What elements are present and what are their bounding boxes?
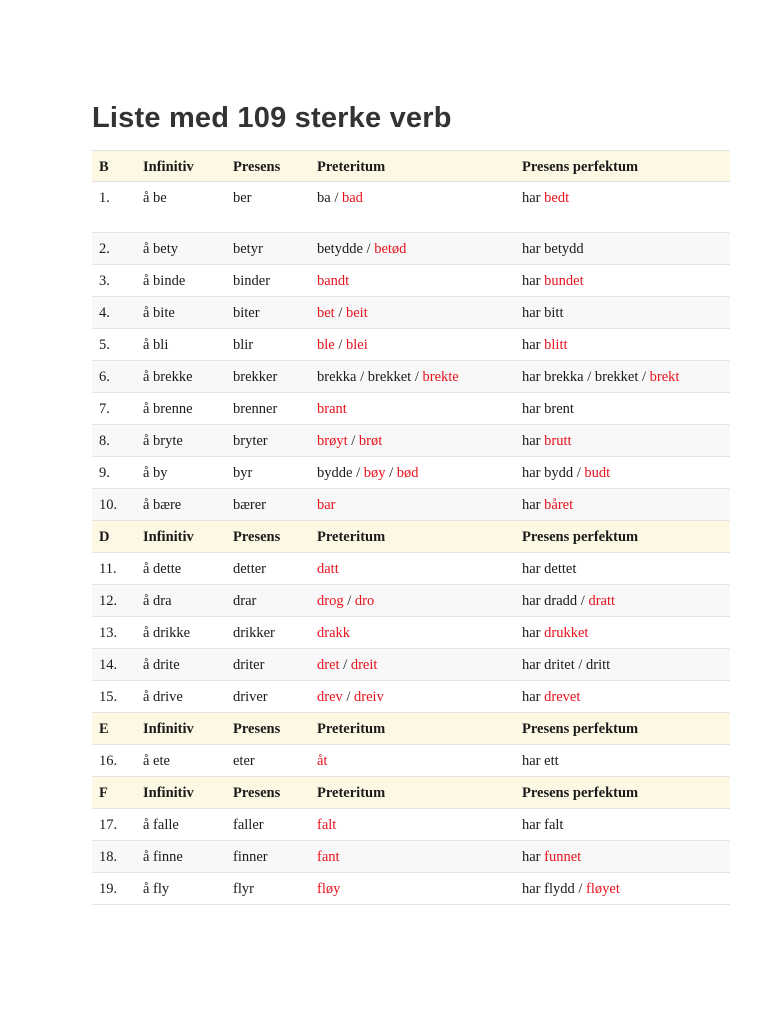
column-header-preteritum: Preteritum [317,785,386,801]
verb-present: bærer [233,497,267,513]
verb-infinitive: å bli [143,337,169,353]
separator: / [347,433,359,449]
verb-number: 13. [99,625,118,641]
separator: / [574,657,587,673]
verb-present: bryter [233,433,268,449]
verb-present-perfect [522,625,588,641]
verb-number: 15. [99,689,118,705]
verb-preterite [317,753,327,769]
irregular-form: fløy [317,881,341,897]
irregular-form: beit [346,305,368,321]
regular-form: dritt [586,657,611,673]
verb-infinitive: å by [143,465,168,481]
verb-number: 8. [99,433,110,449]
verb-present: drikker [233,625,275,641]
column-header-presens: Presens [233,529,281,545]
verb-present: byr [233,465,253,481]
column-header-presens-perfektum: Presens perfektum [522,785,639,801]
verb-present-perfect [522,337,568,353]
irregular-form: brant [317,401,347,417]
column-header-infinitiv: Infinitiv [143,721,194,737]
irregular-form: dret [317,657,340,673]
irregular-form: fant [317,849,340,865]
verb-number: 11. [99,561,117,577]
regular-form: har dritet [522,657,575,673]
verb-present: finner [233,849,268,865]
section-header-row [92,150,730,182]
separator: / [356,369,368,385]
regular-form: har betydd [522,241,584,257]
verb-preterite [317,881,340,897]
verb-infinitive: å bære [143,497,182,513]
verb-present: eter [233,753,255,769]
column-header-infinitiv: Infinitiv [143,529,194,545]
irregular-form: bundet [544,273,584,289]
verb-row [92,841,730,873]
column-header-infinitiv: Infinitiv [143,785,194,801]
verb-preterite [317,657,377,673]
verb-preterite [317,817,336,833]
verb-number: 7. [99,401,110,417]
page-title: Liste med 109 sterke verb [92,102,452,134]
separator: / [342,689,355,705]
verb-present: flyr [233,881,254,897]
verb-present: brenner [233,401,278,417]
verb-row [92,233,730,265]
regular-form: har bydd [522,465,574,481]
verb-present: ber [233,190,252,206]
verb-number: 3. [99,273,110,289]
verb-number: 18. [99,849,118,865]
regular-form: har flydd [522,881,575,897]
regular-form: brekket [367,369,412,385]
verb-row [92,649,730,681]
verb-preterite [317,689,384,705]
verb-present: biter [233,305,260,321]
separator: / [339,657,351,673]
irregular-form: bedt [544,190,570,206]
regular-form: betydde [317,241,363,257]
verb-present-perfect [522,401,574,417]
verb-present-perfect [522,497,573,513]
verb-preterite [317,433,382,449]
verb-infinitive: å finne [143,849,183,865]
verb-number: 17. [99,817,118,833]
regular-form: har [522,337,545,353]
column-header-presens: Presens [233,159,281,175]
verb-present: faller [233,817,264,833]
regular-form: har brekka [522,369,584,385]
verb-present-perfect [522,849,581,865]
regular-form: har bitt [522,305,564,321]
verb-infinitive: å bryte [143,433,183,449]
verb-number: 16. [99,753,118,769]
section-letter: B [99,159,109,175]
irregular-form: bøy [363,465,386,481]
verb-present: detter [233,561,267,577]
column-header-presens-perfektum: Presens perfektum [522,159,639,175]
verb-number: 5. [99,337,110,353]
regular-form: har [522,625,545,641]
verb-infinitive: å fly [143,881,170,897]
verb-row [92,297,730,329]
irregular-form: brekt [649,369,680,385]
verb-present: betyr [233,241,263,257]
verb-number: 1. [99,190,110,206]
regular-form: ba [317,190,331,206]
verb-row [92,873,730,905]
irregular-form: åt [317,753,328,769]
regular-form: har falt [522,817,564,833]
separator: / [583,369,595,385]
verb-infinitive: å drive [143,689,183,705]
verb-preterite [317,190,363,206]
irregular-form: dreit [350,657,378,673]
verb-number: 12. [99,593,118,609]
verb-infinitive: å dra [143,593,172,609]
verb-table [92,150,730,905]
column-header-preteritum: Preteritum [317,529,386,545]
verb-preterite [317,305,368,321]
irregular-form: ble [317,337,335,353]
verb-preterite [317,625,350,641]
irregular-form: betød [374,241,407,257]
verb-number: 4. [99,305,110,321]
irregular-form: bød [396,465,419,481]
section-letter: E [99,721,109,737]
regular-form: har ett [522,753,559,769]
irregular-form: brøt [358,433,383,449]
irregular-form: båret [544,497,574,513]
regular-form: har [522,433,545,449]
section-header-row [92,521,730,553]
verb-number: 6. [99,369,110,385]
verb-infinitive: å bety [143,241,179,257]
section-header-row [92,777,730,809]
verb-preterite [317,401,347,417]
verb-preterite [317,241,406,257]
verb-infinitive: å brenne [143,401,193,417]
irregular-form: bet [317,305,335,321]
separator: / [334,337,346,353]
separator: / [574,881,587,897]
verb-preterite [317,369,459,385]
verb-row [92,361,730,393]
verb-preterite [317,337,368,353]
verb-infinitive: å be [143,190,167,206]
regular-form: brekket [594,369,639,385]
verb-preterite [317,561,339,577]
irregular-form: falt [317,817,337,833]
regular-form: har brent [522,401,574,417]
verb-present: driver [233,689,268,705]
regular-form: brekka [317,369,357,385]
separator: / [411,369,423,385]
verb-present-perfect [522,689,580,705]
verb-number: 10. [99,497,118,513]
verb-infinitive: å ete [143,753,170,769]
irregular-form: dro [354,593,375,609]
verb-number: 19. [99,881,118,897]
verb-row [92,182,730,233]
verb-row [92,457,730,489]
verb-row [92,585,730,617]
regular-form: har [522,689,545,705]
column-header-preteritum: Preteritum [317,159,386,175]
regular-form: har [522,190,545,206]
verb-preterite [317,849,340,865]
irregular-form: bad [341,190,363,206]
verb-preterite [317,593,374,609]
irregular-form: drev [317,689,343,705]
verb-present-perfect [522,369,679,385]
verb-infinitive: å drite [143,657,180,673]
irregular-form: brekte [422,369,459,385]
verb-number: 9. [99,465,110,481]
verb-present: binder [233,273,271,289]
verb-row [92,809,730,841]
verb-present: driter [233,657,265,673]
verb-present-perfect [522,273,584,289]
irregular-form: blitt [544,337,568,353]
verb-number: 2. [99,241,110,257]
verb-preterite [317,465,419,481]
column-header-presens: Presens [233,721,281,737]
separator: / [638,369,650,385]
verb-preterite [317,497,336,513]
verb-present-perfect [522,305,563,321]
verb-present: blir [233,337,254,353]
verb-present-perfect [522,753,559,769]
irregular-form: funnet [544,849,582,865]
verb-present-perfect [522,657,610,673]
verb-infinitive: å drikke [143,625,191,641]
section-header-row [92,713,730,745]
irregular-form: brøyt [317,433,348,449]
irregular-form: dratt [588,593,616,609]
column-header-preteritum: Preteritum [317,721,386,737]
irregular-form: bar [317,497,336,513]
irregular-form: brutt [544,433,572,449]
verb-present-perfect [522,561,576,577]
separator: / [330,190,342,206]
verb-row [92,425,730,457]
irregular-form: dreiv [354,689,384,705]
verb-present-perfect [522,465,610,481]
column-header-presens: Presens [233,785,281,801]
verb-row [92,393,730,425]
verb-present-perfect [522,190,569,206]
regular-form: har dettet [522,561,577,577]
verb-present-perfect [522,817,563,833]
regular-form: har dradd [522,593,578,609]
column-header-presens-perfektum: Presens perfektum [522,529,639,545]
verb-present-perfect [522,881,620,897]
verb-row [92,553,730,585]
section-letter: F [99,785,108,801]
verb-row [92,681,730,713]
verb-infinitive: å falle [143,817,179,833]
irregular-form: drevet [544,689,581,705]
regular-form: har [522,273,545,289]
section-letter: D [99,529,110,545]
verb-row [92,617,730,649]
irregular-form: drakk [317,625,351,641]
irregular-form: drukket [544,625,589,641]
verb-present: brekker [233,369,278,385]
separator: / [352,465,364,481]
verb-infinitive: å bite [143,305,175,321]
regular-form: har [522,849,545,865]
separator: / [343,593,355,609]
verb-number: 14. [99,657,118,673]
column-header-presens-perfektum: Presens perfektum [522,721,639,737]
regular-form: har [522,497,545,513]
separator: / [362,241,375,257]
verb-infinitive: å binde [143,273,186,289]
separator: / [577,593,589,609]
irregular-form: fløyet [586,881,620,897]
verb-present: drar [233,593,257,609]
verb-row [92,329,730,361]
verb-infinitive: å dette [143,561,182,577]
separator: / [573,465,585,481]
irregular-form: datt [317,561,339,577]
separator: / [385,465,397,481]
irregular-form: bandt [317,273,350,289]
separator: / [334,305,346,321]
verb-row [92,489,730,521]
verb-present-perfect [522,241,584,257]
verb-row [92,265,730,297]
verb-present-perfect [522,593,615,609]
verb-infinitive: å brekke [143,369,193,385]
irregular-form: drog [317,593,344,609]
irregular-form: budt [584,465,611,481]
column-header-infinitiv: Infinitiv [143,159,194,175]
verb-preterite [317,273,349,289]
verb-row [92,745,730,777]
regular-form: bydde [317,465,353,481]
irregular-form: blei [346,337,368,353]
verb-present-perfect [522,433,572,449]
